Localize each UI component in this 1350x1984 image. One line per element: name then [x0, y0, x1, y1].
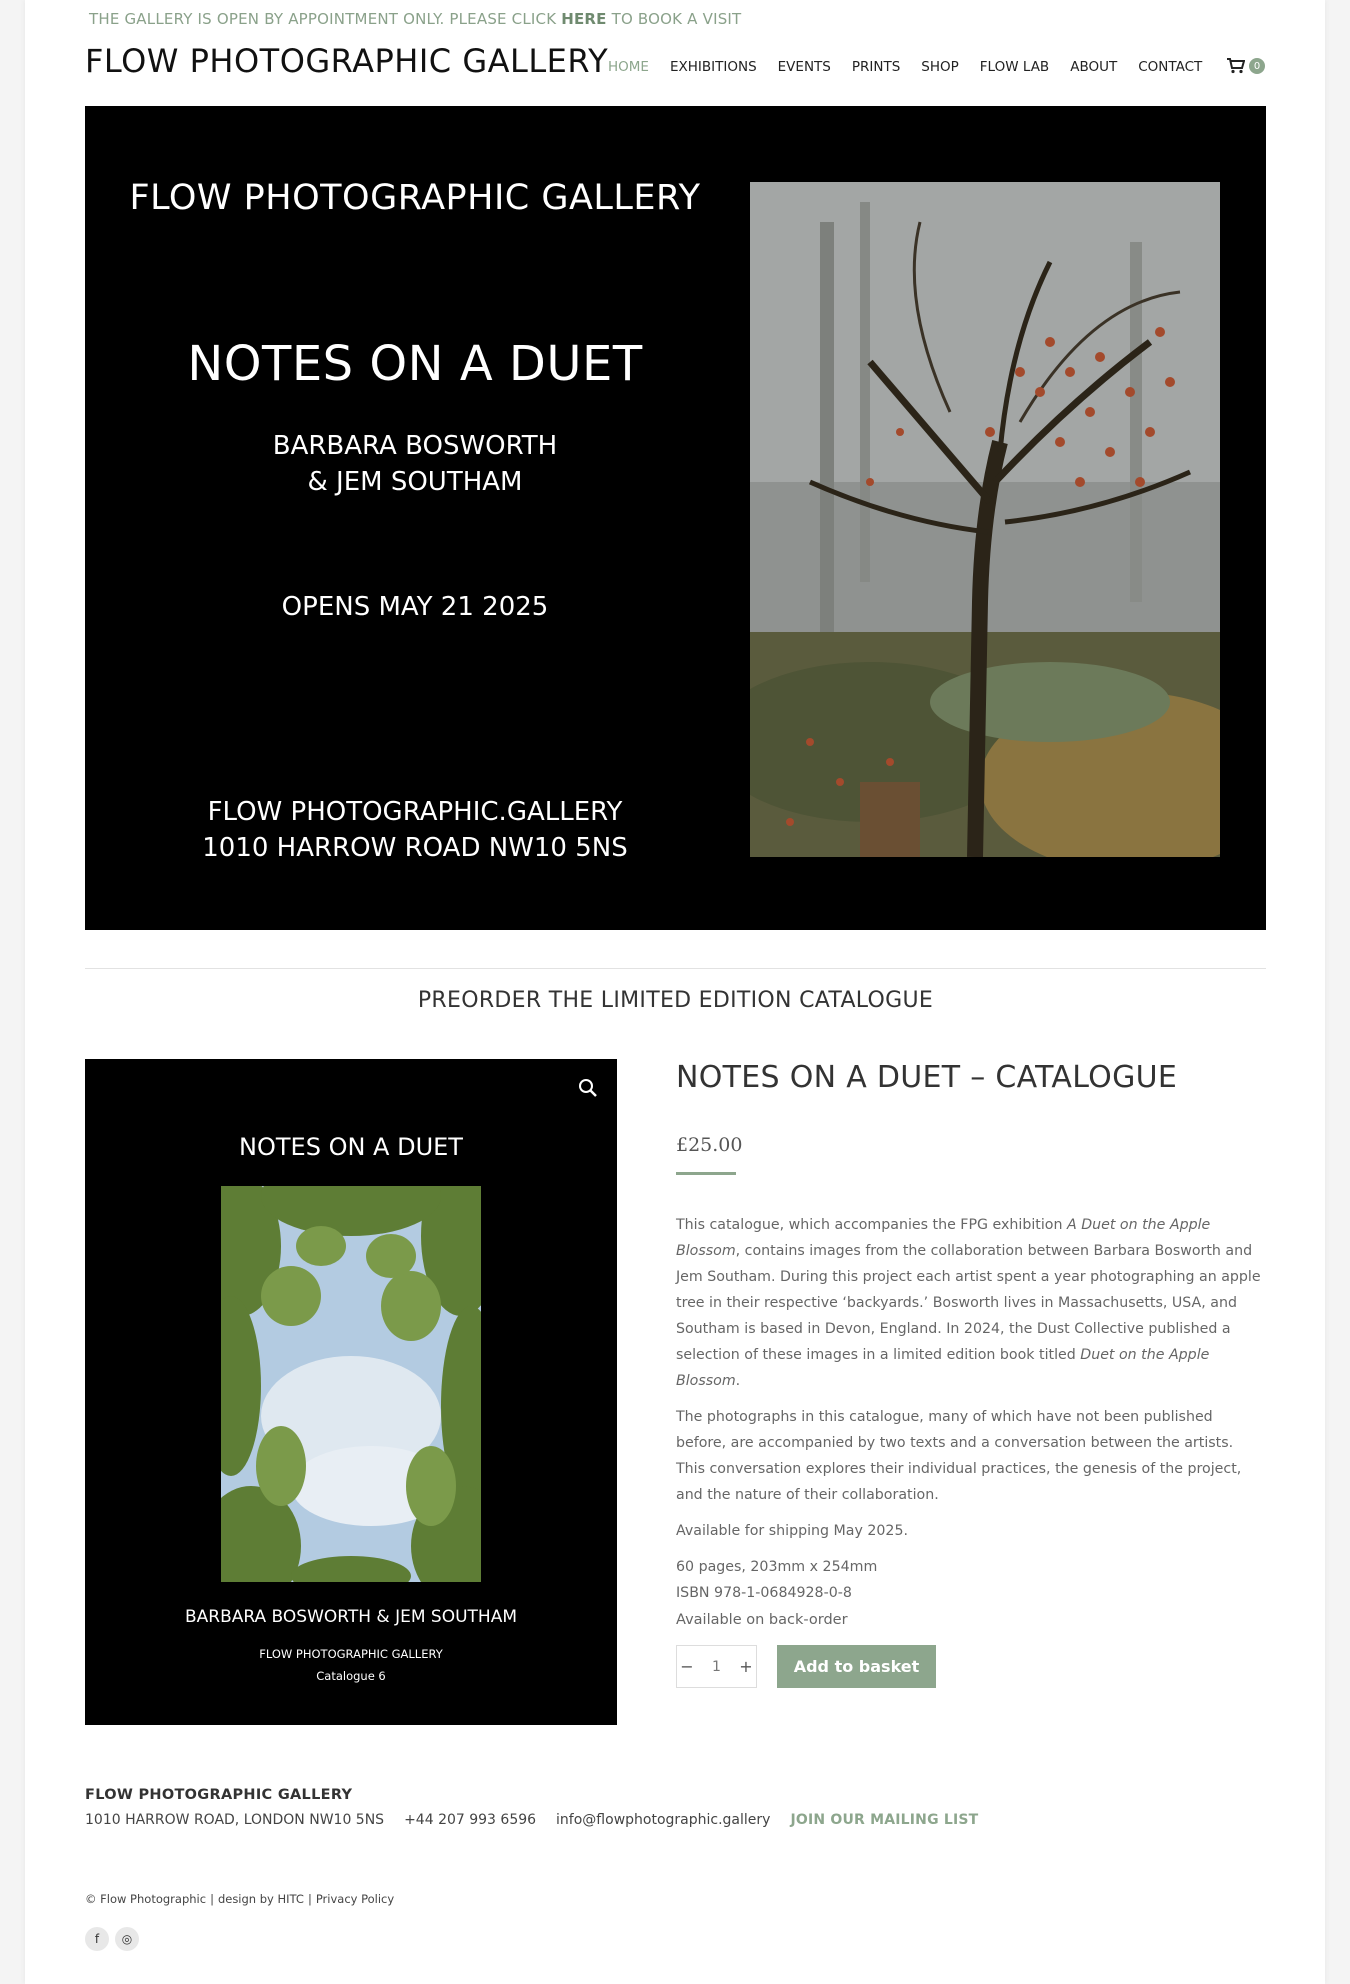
hero-website: FLOW PHOTOGRAPHIC.GALLERY — [207, 797, 623, 827]
section-heading: PREORDER THE LIMITED EDITION CATALOGUE — [417, 988, 934, 1013]
separator: | — [307, 1892, 312, 1906]
page-dimensions: 60 pages, 203mm x 254mm — [676, 1559, 878, 1575]
product-title: NOTES ON A DUET – CATALOGUE — [676, 1060, 1178, 1095]
cart-count-badge: 0 — [1249, 58, 1265, 74]
privacy-policy-link[interactable]: Privacy Policy — [315, 1892, 395, 1906]
facebook-icon[interactable]: f — [85, 1927, 109, 1951]
design-credit-link[interactable]: design by HITC — [217, 1892, 304, 1906]
cover-catalogue-number: Catalogue 6 — [316, 1669, 386, 1683]
nav-shop[interactable]: SHOP — [921, 59, 959, 75]
site-logo[interactable]: FLOW PHOTOGRAPHIC GALLERY — [85, 42, 609, 80]
add-to-basket-button[interactable]: Add to basket — [777, 1645, 936, 1688]
price-underline — [676, 1172, 736, 1175]
desc-text: This catalogue, which accompanies the FPG exhibition — [676, 1217, 1067, 1233]
hero-banner[interactable] — [85, 106, 1266, 930]
hero-address: 1010 HARROW ROAD NW10 5NS — [202, 833, 628, 863]
footer-gallery-name: FLOW PHOTOGRAPHIC GALLERY — [85, 1787, 353, 1803]
hero-gallery-name: FLOW PHOTOGRAPHIC GALLERY — [129, 178, 701, 218]
quantity-stepper — [676, 1645, 757, 1688]
desc-book-title: Duet on the Apple Blossom — [676, 1347, 1210, 1389]
footer-contact-line — [85, 1812, 978, 1828]
cart-icon — [1227, 58, 1245, 74]
announcement-text: THE GALLERY IS OPEN BY APPOINTMENT ONLY. PLEASE CLICK — [89, 10, 562, 28]
description-paragraph-1 — [676, 1212, 1266, 1394]
social-links — [85, 1927, 139, 1951]
desc-text: . — [735, 1373, 741, 1389]
nav-prints[interactable]: PRINTS — [851, 59, 901, 75]
mailing-list-link[interactable]: JOIN OUR MAILING LIST — [790, 1812, 979, 1828]
hero-opening-date: OPENS MAY 21 2025 — [281, 592, 549, 622]
nav-contact[interactable]: CONTACT — [1138, 59, 1203, 75]
specs — [676, 1554, 1266, 1606]
product-image[interactable] — [85, 1059, 617, 1725]
hero-artist-line-1: BARBARA BOSWORTH — [272, 431, 558, 461]
cover-photo — [221, 1186, 481, 1582]
cart-button[interactable] — [1227, 58, 1265, 74]
quantity-decrease-button[interactable]: − — [680, 1657, 694, 1676]
description-paragraph-2: The photographs in this catalogue, many of which have not been published before, are accompanied by two texts and a conversation between the artists. This conversation explores their individual practices, the genesis of the project, and the nature of their collaboration. — [676, 1409, 1242, 1503]
footer-copyright — [85, 1892, 394, 1906]
product-price: £25.00 — [676, 1134, 743, 1156]
apple-tree-photo — [750, 182, 1220, 857]
desc-text: , contains images from the collaboration between Barbara Bosworth and Jem Southam. During this project each artist spent a year photographing an apple tree in their respective ‘backyards.’ Bosworth lives in Massachusetts, USA, and Southam is based in Devon, England. In 2024, the Dust Collective published a selection of these images in a limited edition book titled — [676, 1243, 1261, 1363]
footer-phone[interactable]: +44 207 993 6596 — [404, 1812, 537, 1828]
cover-gallery-name: FLOW PHOTOGRAPHIC GALLERY — [259, 1647, 443, 1661]
shipping-note: Available for shipping May 2025. — [676, 1523, 908, 1539]
nav-home[interactable]: HOME — [608, 59, 649, 75]
announcement-text-end: TO BOOK A VISIT — [606, 10, 742, 28]
page — [25, 0, 1325, 1984]
hero-artist-line-2: & JEM SOUTHAM — [307, 467, 523, 497]
hero-exhibition-title: NOTES ON A DUET — [187, 336, 643, 392]
zoom-icon[interactable] — [577, 1077, 599, 1099]
nav-flow-lab[interactable]: FLOW LAB — [979, 59, 1050, 75]
nav-about[interactable]: ABOUT — [1070, 59, 1118, 75]
quantity-input[interactable]: 1 — [712, 1658, 721, 1675]
cover-title: NOTES ON A DUET — [239, 1133, 463, 1161]
nav-events[interactable]: EVENTS — [777, 59, 831, 75]
product-description — [676, 1212, 1266, 1606]
book-visit-link[interactable]: HERE — [561, 10, 607, 28]
announcement-bar — [89, 10, 741, 28]
section-divider — [85, 968, 1266, 969]
separator: | — [210, 1892, 214, 1906]
main-nav — [608, 59, 1202, 75]
quantity-increase-button[interactable]: + — [739, 1657, 753, 1676]
stock-status: Available on back-order — [676, 1612, 848, 1628]
desc-exhibition-title: A Duet on the Apple Blossom — [676, 1217, 1211, 1259]
cover-artists: BARBARA BOSWORTH & JEM SOUTHAM — [185, 1607, 517, 1627]
footer-address: 1010 HARROW ROAD, LONDON NW10 5NS — [85, 1812, 385, 1828]
hero-artists — [85, 428, 745, 500]
hero-address-block — [85, 794, 745, 866]
copyright-text: © Flow Photographic — [85, 1892, 207, 1906]
instagram-icon[interactable]: ◎ — [115, 1927, 139, 1951]
isbn: ISBN 978-1-0684928-0-8 — [676, 1585, 852, 1601]
footer-email[interactable]: info@flowphotographic.gallery — [556, 1812, 771, 1828]
nav-exhibitions[interactable]: EXHIBITIONS — [669, 59, 757, 75]
